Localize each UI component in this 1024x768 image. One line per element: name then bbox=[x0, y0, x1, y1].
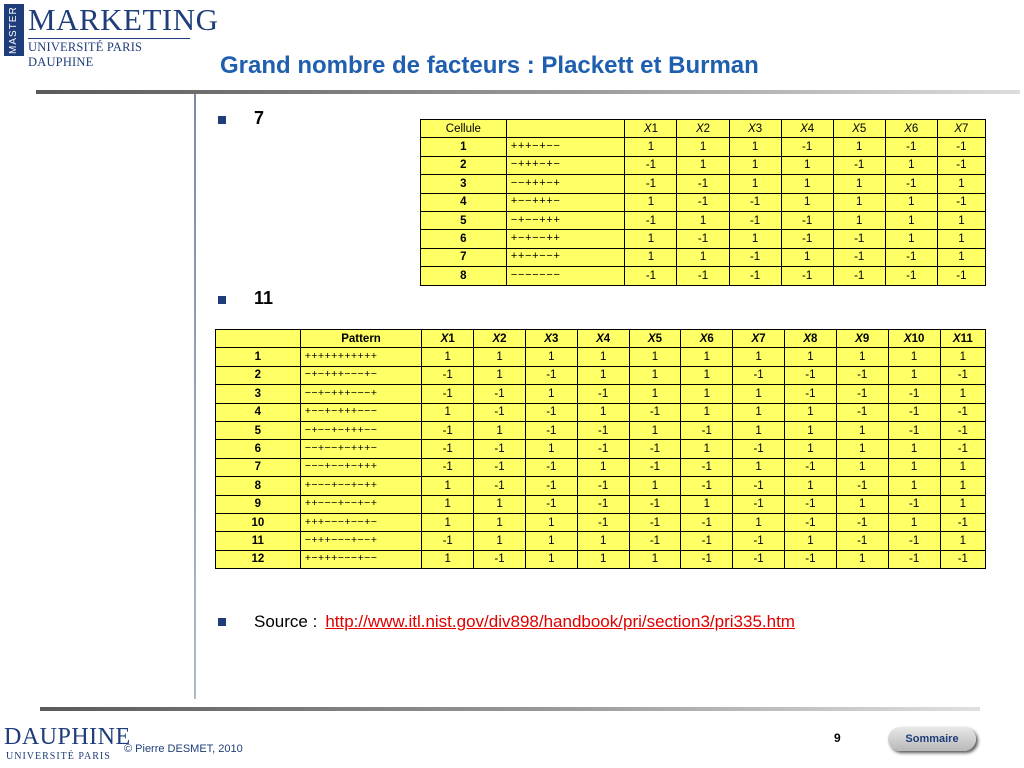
value-cell: 1 bbox=[781, 248, 833, 266]
value-cell: 1 bbox=[525, 440, 577, 458]
value-cell: -1 bbox=[729, 248, 781, 266]
pattern-cell: ++−−−+−−+−+ bbox=[300, 495, 422, 513]
value-cell: -1 bbox=[888, 403, 940, 421]
pattern-cell: +++++++++++ bbox=[300, 348, 422, 366]
value-cell: -1 bbox=[525, 495, 577, 513]
value-cell: 1 bbox=[525, 348, 577, 366]
column-header: X9 bbox=[836, 330, 888, 348]
value-cell: 1 bbox=[836, 550, 888, 568]
value-cell: 1 bbox=[733, 513, 785, 531]
value-cell: -1 bbox=[681, 458, 733, 476]
column-header: X5 bbox=[833, 120, 885, 138]
pattern-cell: ++−+−−+ bbox=[506, 248, 625, 266]
table-row bbox=[216, 495, 986, 513]
value-cell: 1 bbox=[785, 403, 837, 421]
value-cell: -1 bbox=[733, 495, 785, 513]
value-cell: -1 bbox=[681, 550, 733, 568]
value-cell: -1 bbox=[422, 458, 474, 476]
row-id-cell: 4 bbox=[216, 403, 301, 421]
value-cell: 1 bbox=[785, 348, 837, 366]
column-header: X7 bbox=[733, 330, 785, 348]
pattern-cell: +++−−−+−−+− bbox=[300, 513, 422, 531]
table-row bbox=[216, 550, 986, 568]
pattern-cell: −+−+++−−−+− bbox=[300, 366, 422, 384]
value-cell: 1 bbox=[629, 366, 681, 384]
table-row bbox=[216, 440, 986, 458]
value-cell: 1 bbox=[785, 532, 837, 550]
value-cell: -1 bbox=[733, 366, 785, 384]
row-id-cell: 3 bbox=[421, 175, 507, 193]
value-cell: 1 bbox=[781, 156, 833, 174]
table-row bbox=[216, 385, 986, 403]
value-cell: -1 bbox=[577, 477, 629, 495]
value-cell: 1 bbox=[729, 156, 781, 174]
table-row bbox=[216, 421, 986, 439]
value-cell: 1 bbox=[625, 193, 677, 211]
row-id-cell: 11 bbox=[216, 532, 301, 550]
value-cell: -1 bbox=[833, 156, 885, 174]
logo-divider bbox=[28, 38, 190, 39]
value-cell: 1 bbox=[885, 193, 937, 211]
pattern-cell: −+−−+++ bbox=[506, 211, 625, 229]
value-cell: -1 bbox=[629, 403, 681, 421]
pattern-cell: −−+−−+−+++− bbox=[300, 440, 422, 458]
value-cell: 1 bbox=[733, 421, 785, 439]
row-id-cell: 2 bbox=[216, 366, 301, 384]
value-cell: -1 bbox=[888, 385, 940, 403]
pattern-cell: −+−−+−+++−− bbox=[300, 421, 422, 439]
value-cell: 1 bbox=[836, 458, 888, 476]
value-cell: 1 bbox=[940, 477, 985, 495]
value-cell: 1 bbox=[629, 477, 681, 495]
value-cell: 1 bbox=[577, 532, 629, 550]
value-cell: 1 bbox=[833, 175, 885, 193]
value-cell: 1 bbox=[729, 230, 781, 248]
value-cell: 1 bbox=[681, 403, 733, 421]
value-cell: 1 bbox=[888, 477, 940, 495]
value-cell: 1 bbox=[577, 403, 629, 421]
value-cell: -1 bbox=[677, 267, 729, 285]
value-cell: -1 bbox=[833, 230, 885, 248]
value-cell: -1 bbox=[733, 477, 785, 495]
table-row bbox=[216, 513, 986, 531]
table-row bbox=[216, 458, 986, 476]
value-cell: 1 bbox=[525, 550, 577, 568]
bullet-label-11: 11 bbox=[254, 288, 274, 308]
pattern-cell: −−+−+++−−−+ bbox=[300, 385, 422, 403]
column-header: X4 bbox=[781, 120, 833, 138]
column-header bbox=[506, 120, 625, 138]
logo-main-text: MARKETING bbox=[28, 2, 219, 37]
pattern-cell: −+++−−−+−−+ bbox=[300, 532, 422, 550]
row-id-cell: 6 bbox=[421, 230, 507, 248]
value-cell: 1 bbox=[677, 248, 729, 266]
value-cell: 1 bbox=[525, 532, 577, 550]
value-cell: -1 bbox=[422, 440, 474, 458]
value-cell: -1 bbox=[785, 495, 837, 513]
value-cell: -1 bbox=[885, 138, 937, 156]
column-header: X6 bbox=[681, 330, 733, 348]
value-cell: 1 bbox=[422, 550, 474, 568]
table-row bbox=[216, 477, 986, 495]
bullet-label-7: 7 bbox=[254, 108, 265, 128]
table-header-row bbox=[216, 330, 986, 348]
value-cell: 1 bbox=[885, 211, 937, 229]
logo-sub-text: UNIVERSITÉ PARIS DAUPHINE bbox=[28, 40, 143, 69]
row-id-cell: 6 bbox=[216, 440, 301, 458]
column-header: X2 bbox=[474, 330, 526, 348]
value-cell: -1 bbox=[681, 513, 733, 531]
value-cell: -1 bbox=[681, 477, 733, 495]
row-id-cell: 10 bbox=[216, 513, 301, 531]
value-cell: 1 bbox=[940, 348, 985, 366]
title-divider bbox=[36, 90, 1020, 94]
value-cell: -1 bbox=[785, 366, 837, 384]
value-cell: 1 bbox=[422, 495, 474, 513]
value-cell: -1 bbox=[781, 267, 833, 285]
source-label: Source : bbox=[254, 612, 318, 631]
value-cell: 1 bbox=[625, 138, 677, 156]
pattern-cell: +−+−−++ bbox=[506, 230, 625, 248]
value-cell: 1 bbox=[681, 366, 733, 384]
pattern-cell: +−+++−−−+−− bbox=[300, 550, 422, 568]
value-cell: -1 bbox=[836, 477, 888, 495]
value-cell: -1 bbox=[833, 248, 885, 266]
value-cell: 1 bbox=[733, 348, 785, 366]
value-cell: -1 bbox=[729, 193, 781, 211]
value-cell: 1 bbox=[729, 138, 781, 156]
value-cell: 1 bbox=[785, 440, 837, 458]
value-cell: -1 bbox=[525, 477, 577, 495]
value-cell: -1 bbox=[885, 175, 937, 193]
row-id-cell: 7 bbox=[421, 248, 507, 266]
value-cell: -1 bbox=[940, 366, 985, 384]
value-cell: -1 bbox=[422, 532, 474, 550]
value-cell: -1 bbox=[629, 440, 681, 458]
row-id-cell: 4 bbox=[421, 193, 507, 211]
value-cell: -1 bbox=[836, 403, 888, 421]
value-cell: -1 bbox=[940, 403, 985, 421]
value-cell: -1 bbox=[677, 193, 729, 211]
value-cell: -1 bbox=[525, 403, 577, 421]
column-header: Pattern bbox=[300, 330, 422, 348]
pattern-cell: −−+++−+ bbox=[506, 175, 625, 193]
value-cell: 1 bbox=[474, 421, 526, 439]
value-cell: 1 bbox=[785, 421, 837, 439]
value-cell: 1 bbox=[474, 513, 526, 531]
value-cell: -1 bbox=[888, 550, 940, 568]
value-cell: 1 bbox=[625, 230, 677, 248]
bullet-icon bbox=[218, 618, 226, 626]
value-cell: -1 bbox=[525, 366, 577, 384]
column-header: X3 bbox=[729, 120, 781, 138]
value-cell: -1 bbox=[577, 385, 629, 403]
column-header: X3 bbox=[525, 330, 577, 348]
value-cell: 1 bbox=[577, 550, 629, 568]
table-header-row bbox=[421, 120, 986, 138]
row-id-cell: 3 bbox=[216, 385, 301, 403]
value-cell: 1 bbox=[733, 385, 785, 403]
value-cell: 1 bbox=[940, 458, 985, 476]
value-cell: -1 bbox=[577, 421, 629, 439]
value-cell: -1 bbox=[525, 458, 577, 476]
table-row bbox=[421, 230, 986, 248]
row-id-cell: 12 bbox=[216, 550, 301, 568]
left-vertical-divider bbox=[194, 94, 196, 699]
value-cell: -1 bbox=[629, 495, 681, 513]
column-header: X4 bbox=[577, 330, 629, 348]
value-cell: -1 bbox=[937, 138, 985, 156]
row-id-cell: 1 bbox=[216, 348, 301, 366]
value-cell: -1 bbox=[937, 267, 985, 285]
value-cell: 1 bbox=[422, 513, 474, 531]
value-cell: -1 bbox=[577, 440, 629, 458]
row-id-cell: 8 bbox=[216, 477, 301, 495]
value-cell: 1 bbox=[474, 495, 526, 513]
dauphine-logo-main: DAUPHINE bbox=[4, 724, 131, 750]
table-row bbox=[421, 211, 986, 229]
value-cell: 1 bbox=[836, 440, 888, 458]
value-cell: -1 bbox=[733, 550, 785, 568]
bullet-icon bbox=[218, 116, 226, 124]
source-link[interactable]: http://www.itl.nist.gov/div898/handbook/pri/section3/pri335.htm bbox=[325, 612, 795, 631]
pattern-cell: +−−+++− bbox=[506, 193, 625, 211]
value-cell: 1 bbox=[888, 348, 940, 366]
value-cell: -1 bbox=[733, 532, 785, 550]
value-cell: 1 bbox=[888, 440, 940, 458]
value-cell: -1 bbox=[781, 230, 833, 248]
value-cell: 1 bbox=[629, 550, 681, 568]
column-header bbox=[216, 330, 301, 348]
value-cell: -1 bbox=[888, 495, 940, 513]
sommaire-button[interactable]: Sommaire bbox=[888, 727, 976, 751]
value-cell: -1 bbox=[474, 458, 526, 476]
column-header: X11 bbox=[940, 330, 985, 348]
value-cell: -1 bbox=[885, 267, 937, 285]
plackett-burman-11-table bbox=[215, 329, 986, 569]
value-cell: -1 bbox=[422, 421, 474, 439]
value-cell: 1 bbox=[833, 138, 885, 156]
source-line bbox=[254, 612, 795, 632]
value-cell: 1 bbox=[525, 385, 577, 403]
table-row bbox=[421, 248, 986, 266]
value-cell: -1 bbox=[729, 211, 781, 229]
bullet-icon bbox=[218, 296, 226, 304]
column-header: X5 bbox=[629, 330, 681, 348]
value-cell: 1 bbox=[940, 532, 985, 550]
value-cell: 1 bbox=[885, 156, 937, 174]
value-cell: 1 bbox=[937, 211, 985, 229]
value-cell: -1 bbox=[681, 532, 733, 550]
value-cell: 1 bbox=[836, 421, 888, 439]
value-cell: -1 bbox=[937, 156, 985, 174]
value-cell: 1 bbox=[577, 458, 629, 476]
pattern-cell: −−−−−−− bbox=[506, 267, 625, 285]
value-cell: 1 bbox=[422, 403, 474, 421]
row-id-cell: 2 bbox=[421, 156, 507, 174]
value-cell: -1 bbox=[629, 532, 681, 550]
value-cell: 1 bbox=[422, 348, 474, 366]
pattern-cell: −−−+−−+−+++ bbox=[300, 458, 422, 476]
value-cell: -1 bbox=[677, 230, 729, 248]
value-cell: -1 bbox=[940, 550, 985, 568]
column-header: X2 bbox=[677, 120, 729, 138]
value-cell: -1 bbox=[474, 550, 526, 568]
value-cell: 1 bbox=[681, 495, 733, 513]
value-cell: -1 bbox=[474, 477, 526, 495]
pattern-cell: +++−+−− bbox=[506, 138, 625, 156]
value-cell: 1 bbox=[681, 348, 733, 366]
row-id-cell: 8 bbox=[421, 267, 507, 285]
row-id-cell: 5 bbox=[216, 421, 301, 439]
value-cell: -1 bbox=[785, 385, 837, 403]
value-cell: -1 bbox=[836, 532, 888, 550]
column-header: X1 bbox=[422, 330, 474, 348]
column-header: X6 bbox=[885, 120, 937, 138]
value-cell: 1 bbox=[836, 495, 888, 513]
value-cell: 1 bbox=[937, 175, 985, 193]
column-header: Cellule bbox=[421, 120, 507, 138]
logo-vertical-text: MASTER bbox=[4, 4, 24, 56]
value-cell: -1 bbox=[785, 550, 837, 568]
value-cell: -1 bbox=[681, 421, 733, 439]
value-cell: -1 bbox=[781, 138, 833, 156]
value-cell: -1 bbox=[422, 366, 474, 384]
value-cell: 1 bbox=[474, 366, 526, 384]
value-cell: -1 bbox=[474, 440, 526, 458]
value-cell: -1 bbox=[940, 513, 985, 531]
value-cell: 1 bbox=[677, 156, 729, 174]
value-cell: -1 bbox=[677, 175, 729, 193]
table-row bbox=[216, 532, 986, 550]
value-cell: 1 bbox=[681, 385, 733, 403]
column-header: X7 bbox=[937, 120, 985, 138]
value-cell: -1 bbox=[625, 267, 677, 285]
value-cell: 1 bbox=[629, 421, 681, 439]
value-cell: 1 bbox=[888, 458, 940, 476]
value-cell: -1 bbox=[836, 513, 888, 531]
value-cell: -1 bbox=[625, 156, 677, 174]
pattern-cell: +−−−+−−+−++ bbox=[300, 477, 422, 495]
plackett-burman-7-table bbox=[420, 119, 986, 286]
value-cell: -1 bbox=[836, 385, 888, 403]
value-cell: 1 bbox=[733, 403, 785, 421]
value-cell: -1 bbox=[836, 366, 888, 384]
value-cell: 1 bbox=[888, 513, 940, 531]
value-cell: 1 bbox=[937, 230, 985, 248]
table-row bbox=[421, 156, 986, 174]
value-cell: -1 bbox=[577, 513, 629, 531]
value-cell: 1 bbox=[781, 175, 833, 193]
row-id-cell: 7 bbox=[216, 458, 301, 476]
value-cell: -1 bbox=[629, 513, 681, 531]
value-cell: 1 bbox=[677, 211, 729, 229]
value-cell: -1 bbox=[940, 440, 985, 458]
value-cell: 1 bbox=[525, 513, 577, 531]
value-cell: 1 bbox=[836, 348, 888, 366]
column-header: X10 bbox=[888, 330, 940, 348]
value-cell: 1 bbox=[733, 458, 785, 476]
value-cell: -1 bbox=[888, 532, 940, 550]
value-cell: -1 bbox=[577, 495, 629, 513]
value-cell: -1 bbox=[625, 175, 677, 193]
value-cell: -1 bbox=[781, 211, 833, 229]
value-cell: 1 bbox=[781, 193, 833, 211]
table-row bbox=[421, 175, 986, 193]
value-cell: -1 bbox=[422, 385, 474, 403]
value-cell: 1 bbox=[629, 348, 681, 366]
table-row bbox=[421, 193, 986, 211]
value-cell: 1 bbox=[681, 440, 733, 458]
value-cell: 1 bbox=[940, 495, 985, 513]
page-number: 9 bbox=[834, 731, 841, 745]
value-cell: -1 bbox=[940, 421, 985, 439]
value-cell: -1 bbox=[888, 421, 940, 439]
table-row bbox=[421, 138, 986, 156]
value-cell: -1 bbox=[833, 267, 885, 285]
value-cell: 1 bbox=[888, 366, 940, 384]
footer-divider bbox=[40, 707, 980, 711]
value-cell: 1 bbox=[474, 532, 526, 550]
value-cell: -1 bbox=[474, 385, 526, 403]
value-cell: 1 bbox=[474, 348, 526, 366]
dauphine-logo bbox=[4, 724, 131, 764]
value-cell: 1 bbox=[577, 366, 629, 384]
value-cell: -1 bbox=[785, 513, 837, 531]
value-cell: -1 bbox=[525, 421, 577, 439]
value-cell: -1 bbox=[733, 440, 785, 458]
table-row bbox=[216, 403, 986, 421]
value-cell: 1 bbox=[937, 248, 985, 266]
master-marketing-logo bbox=[4, 2, 219, 69]
table-row bbox=[421, 267, 986, 285]
table-row bbox=[216, 348, 986, 366]
table-row bbox=[216, 366, 986, 384]
row-id-cell: 9 bbox=[216, 495, 301, 513]
value-cell: 1 bbox=[625, 248, 677, 266]
pattern-cell: −+++−+− bbox=[506, 156, 625, 174]
value-cell: 1 bbox=[677, 138, 729, 156]
value-cell: -1 bbox=[625, 211, 677, 229]
value-cell: -1 bbox=[885, 248, 937, 266]
value-cell: 1 bbox=[422, 477, 474, 495]
value-cell: 1 bbox=[833, 211, 885, 229]
value-cell: 1 bbox=[885, 230, 937, 248]
value-cell: 1 bbox=[833, 193, 885, 211]
slide-title: Grand nombre de facteurs : Plackett et Burman bbox=[220, 52, 759, 79]
value-cell: 1 bbox=[577, 348, 629, 366]
value-cell: 1 bbox=[729, 175, 781, 193]
value-cell: 1 bbox=[629, 385, 681, 403]
value-cell: -1 bbox=[937, 193, 985, 211]
column-header: X8 bbox=[785, 330, 837, 348]
row-id-cell: 1 bbox=[421, 138, 507, 156]
copyright-text: © Pierre DESMET, 2010 bbox=[124, 743, 243, 755]
value-cell: -1 bbox=[729, 267, 781, 285]
value-cell: 1 bbox=[785, 477, 837, 495]
row-id-cell: 5 bbox=[421, 211, 507, 229]
value-cell: 1 bbox=[940, 385, 985, 403]
value-cell: -1 bbox=[629, 458, 681, 476]
dauphine-logo-sub: UNIVERSITÉ PARIS bbox=[6, 751, 111, 762]
column-header: X1 bbox=[625, 120, 677, 138]
pattern-cell: +−−+−+++−−− bbox=[300, 403, 422, 421]
value-cell: -1 bbox=[785, 458, 837, 476]
value-cell: -1 bbox=[474, 403, 526, 421]
